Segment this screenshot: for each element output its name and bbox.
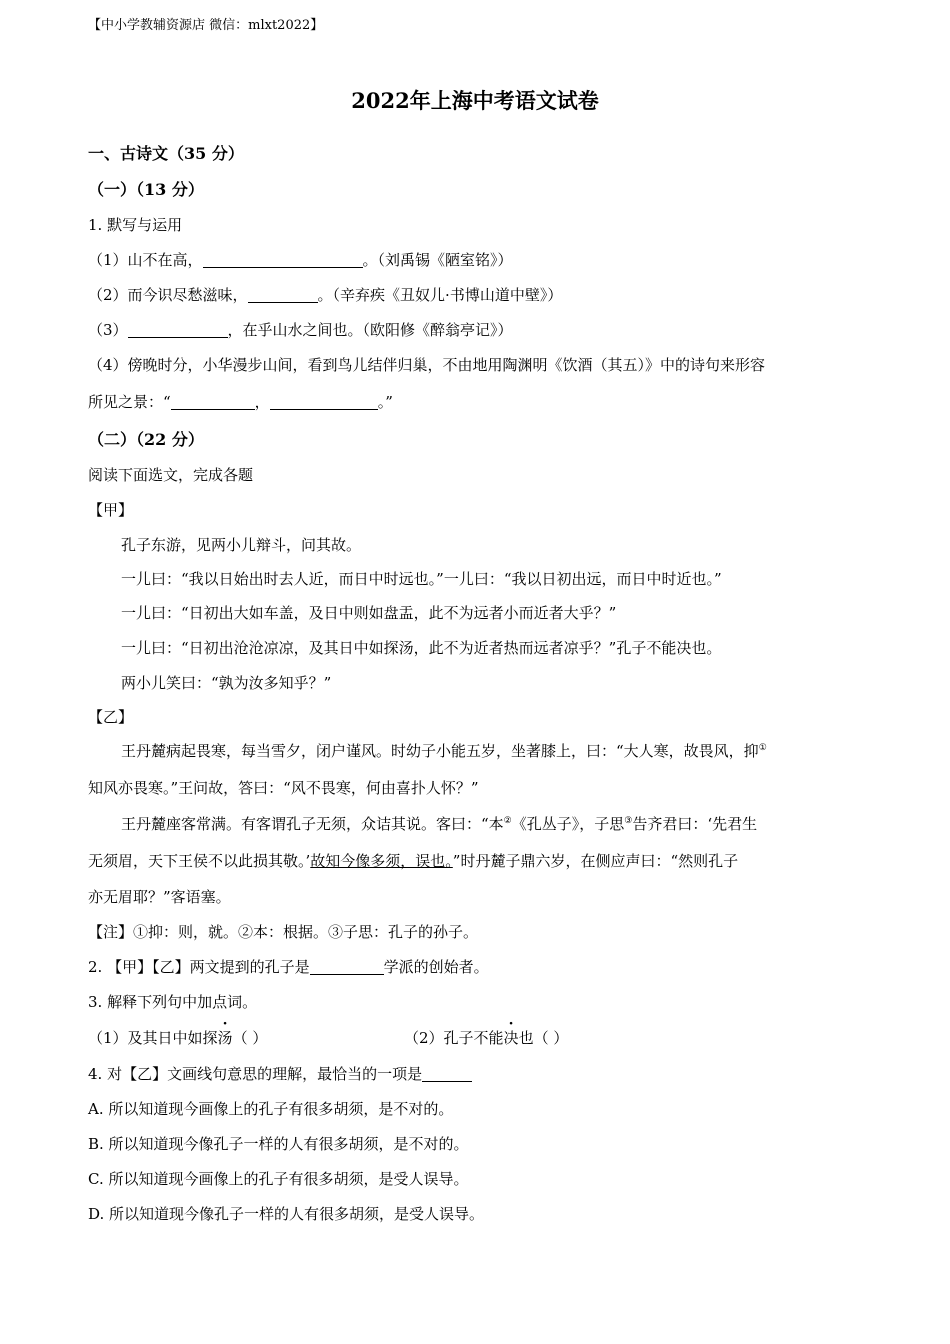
- annotation-note: 【注】①抑：则，就。②本：根据。③子思：孔子的孙子。: [88, 923, 479, 941]
- passage-jia-label: 【甲】: [88, 501, 134, 519]
- passage-jia-paragraph: 一儿曰：“日初出大如车盖，及日中则如盘盂，此不为远者小而近者大乎？”: [121, 604, 617, 622]
- passage-yi-label: 【乙】: [88, 708, 134, 726]
- passage-jia-paragraph: 一儿曰：“日初出沧沧凉凉，及其日中如探汤，此不为近者热而远者凉乎？”孔子不能决也。: [121, 639, 722, 657]
- question-3-item-1: （1）及其日中如探汤（ ）: [88, 1029, 268, 1047]
- question-1-item-4-line-2: 所见之景：“ ， 。”: [88, 393, 393, 411]
- question-1-item-4-line-1: （4）傍晚时分，小华漫步山间，看到鸟儿结伴归巢，不由地用陶渊明《饮酒（其五）》中的诗句来形容: [88, 356, 766, 374]
- question-3-stem: 3. 解释下列句中加点词。: [88, 993, 258, 1011]
- answer-blank[interactable]: [171, 394, 255, 410]
- answer-blank[interactable]: [270, 394, 378, 410]
- passage-jia-paragraph: 孔子东游，见两小儿辩斗，问其故。: [121, 536, 362, 554]
- page-title: 2022年上海中考语文试卷: [351, 88, 599, 113]
- part-heading-2: （二）（22 分）: [88, 430, 204, 449]
- passage-jia-paragraph: 两小儿笑曰：“孰为汝多知乎？”: [121, 674, 332, 692]
- answer-blank[interactable]: [422, 1066, 472, 1082]
- question-1-item-2: （2）而今识尽愁滋味， 。（辛弃疾《丑奴儿·书博山道中壁》）: [88, 286, 563, 304]
- section-heading: 一、古诗文（35 分）: [88, 144, 244, 163]
- question-1-item-1: （1）山不在高， 。（刘禹锡《陋室铭》）: [88, 251, 513, 269]
- passage-yi-paragraph-2-line-2: 无须眉，天下王侯不以此损其敬。’故知今像多须，误也。”时丹麓子鼎六岁，在侧应声曰：“然则孔子: [88, 852, 739, 870]
- reading-instruction: 阅读下面选文，完成各题: [88, 466, 254, 484]
- answer-blank[interactable]: [310, 959, 384, 975]
- passage-yi-paragraph-2-line-1: 王丹麓座客常满。有客谓孔子无须，众诘其说。客曰：“本②《孔丛子》，子思③告齐君曰：‘先君生: [121, 815, 758, 833]
- underlined-sentence: 故知今像多须，误也。: [310, 852, 453, 870]
- option-c[interactable]: C. 所以知道现今画像上的孔子有很多胡须，是受人误导。: [88, 1170, 469, 1188]
- option-d[interactable]: D. 所以知道现今像孔子一样的人有很多胡须，是受人误导。: [88, 1205, 485, 1223]
- option-a[interactable]: A. 所以知道现今画像上的孔子有很多胡须，是不对的。: [88, 1100, 454, 1118]
- passage-jia-paragraph: 一儿曰：“我以日始出时去人近，而日中时远也。”一儿曰：“我以日初出远，而日中时近也。”: [121, 570, 722, 588]
- passage-yi-paragraph-1-line-1: 王丹麓病起畏寒，每当雪夕，闭户谨风。时幼子小能五岁，坐著膝上，曰：“大人寒，故畏风，抑①: [121, 742, 767, 760]
- passage-yi-paragraph-2-line-3: 亦无眉耶？”客语塞。: [88, 888, 231, 906]
- answer-blank[interactable]: [128, 322, 228, 338]
- watermark-text: 【中小学教辅资源店 微信：mlxt2022】: [88, 18, 324, 33]
- answer-blank[interactable]: [248, 287, 318, 303]
- question-2: 2. 【甲】【乙】两文提到的孔子是 学派的创始者。: [88, 958, 489, 976]
- question-1-stem: 1. 默写与运用: [88, 216, 183, 234]
- dotted-word: 汤: [217, 1029, 233, 1047]
- question-1-item-3: （3） ，在乎山水之间也。（欧阳修《醉翁亭记》）: [88, 321, 513, 339]
- option-b[interactable]: B. 所以知道现今像孔子一样的人有很多胡须，是不对的。: [88, 1135, 469, 1153]
- question-3-item-2: （2）孔子不能决也（ ）: [404, 1029, 569, 1047]
- answer-blank[interactable]: [203, 252, 363, 268]
- dotted-word: 决: [503, 1029, 519, 1047]
- passage-yi-paragraph-1-line-2: 知风亦畏寒。”王问故，答曰：“风不畏寒，何由喜扑人怀？”: [88, 779, 479, 797]
- question-4-stem: 4. 对【乙】文画线句意思的理解，最恰当的一项是: [88, 1063, 472, 1084]
- part-heading-1: （一）（13 分）: [88, 180, 204, 199]
